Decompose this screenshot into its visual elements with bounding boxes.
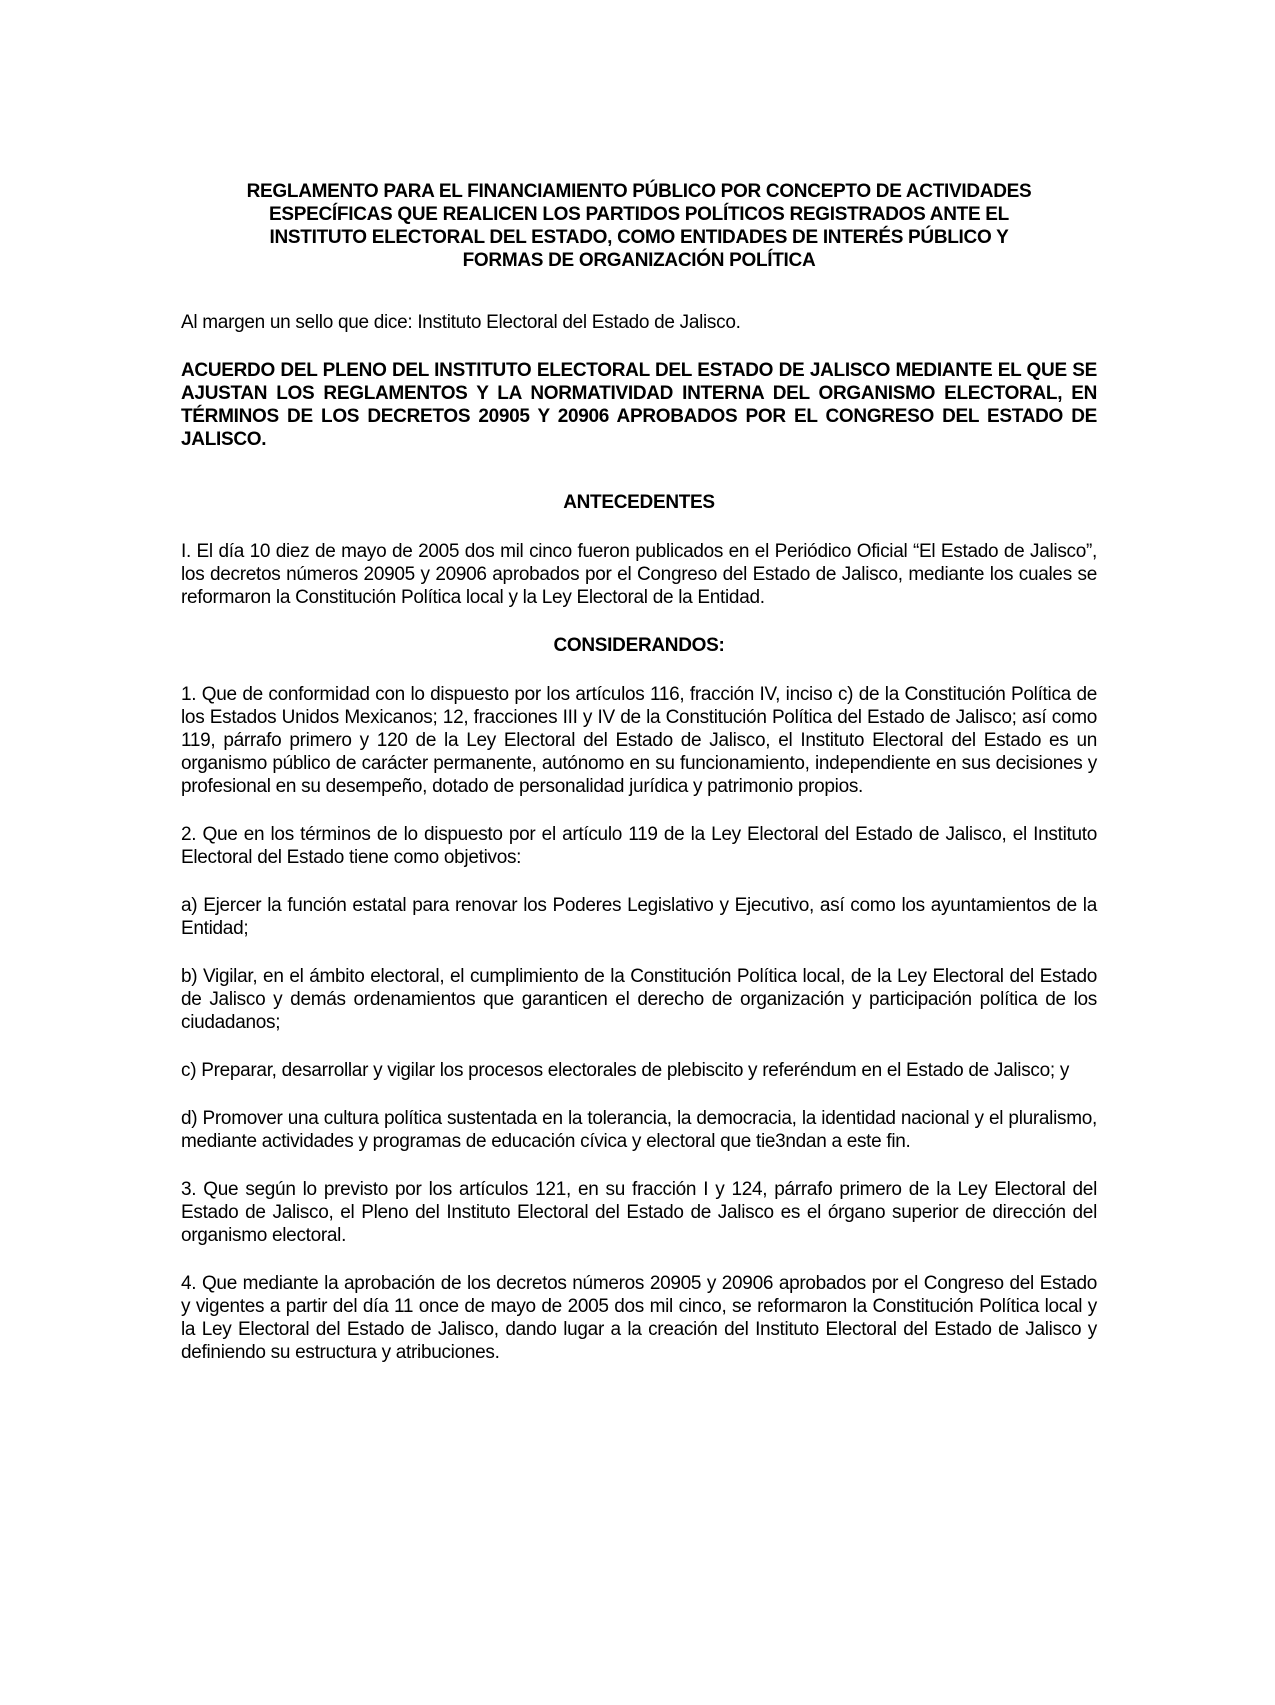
antecedentes-heading: ANTECEDENTES	[563, 492, 715, 513]
objetivo-d: d) Promover una cultura política sustentada en la tolerancia, la democracia, la identidad nacional y el pluralismo, mediante actividades y programas de educación cívica y electoral que tie3ndan a este fin.	[181, 1108, 1097, 1152]
document-title	[181, 180, 1097, 272]
objetivo-c: c) Preparar, desarrollar y vigilar los procesos electorales de plebiscito y referéndum en el Estado de Jalisco; y	[181, 1060, 1070, 1081]
considerando-paragraph-1: 1. Que de conformidad con lo dispuesto por los artículos 116, fracción IV, inciso c) de la Constitución Política de los Estados Unidos Mexicanos; 12, fracciones III y IV de la Constitución Política del Estado de Jalisco; así como 119, párrafo primero y 120 de la Ley Electoral del Estado de Jalisco, el Instituto Electoral del Estado es un organismo público de carácter permanente, autónomo en su funcionamiento, independiente en sus decisiones y profesional en su desempeño, dotado de personalidad jurídica y patrimonio propios.	[181, 684, 1097, 797]
seal-note: Al margen un sello que dice: Instituto Electoral del Estado de Jalisco.	[181, 312, 741, 333]
objetivo-a: a) Ejercer la función estatal para renovar los Poderes Legislativo y Ejecutivo, así como los ayuntamientos de la Entidad;	[181, 895, 1097, 939]
title-line: FORMAS DE ORGANIZACIÓN POLÍTICA	[462, 250, 816, 271]
antecedente-paragraph: I. El día 10 diez de mayo de 2005 dos mil cinco fueron publicados en el Periódico Oficial “El Estado de Jalisco”, los decretos números 20905 y 20906 aprobados por el Congreso del Estado de Jalisco, mediante los cuales se reformaron la Constitución Política local y la Ley Electoral de la Entidad.	[181, 541, 1097, 608]
title-line: INSTITUTO ELECTORAL DEL ESTADO, COMO ENTIDADES DE INTERÉS PÚBLICO Y	[269, 227, 1009, 248]
considerandos-heading: CONSIDERANDOS:	[553, 635, 725, 656]
document-page	[181, 180, 1097, 1389]
title-line: REGLAMENTO PARA EL FINANCIAMIENTO PÚBLICO POR CONCEPTO DE ACTIVIDADES	[246, 181, 1032, 202]
considerando-paragraph-2: 2. Que en los términos de lo dispuesto por el artículo 119 de la Ley Electoral del Estado de Jalisco, el Instituto Electoral del Estado tiene como objetivos:	[181, 824, 1097, 868]
considerando-paragraph-3: 3. Que según lo previsto por los artículos 121, en su fracción I y 124, párrafo primero de la Ley Electoral del Estado de Jalisco, el Pleno del Instituto Electoral del Estado de Jalisco es el órgano superior de dirección del organismo electoral.	[181, 1179, 1097, 1246]
objetivo-b: b) Vigilar, en el ámbito electoral, el cumplimiento de la Constitución Política local, de la Ley Electoral del Estado de Jalisco y demás ordenamientos que garanticen el derecho de organización y participación política de los ciudadanos;	[181, 966, 1097, 1033]
acuerdo-statement: ACUERDO DEL PLENO DEL INSTITUTO ELECTORAL DEL ESTADO DE JALISCO MEDIANTE EL QUE SE AJUSTAN LOS REGLAMENTOS Y LA NORMATIVIDAD INTERNA DEL ORGANISMO ELECTORAL, EN TÉRMINOS DE LOS DECRETOS 20905 Y 20906 APROBADOS POR EL CONGRESO DEL ESTADO DE JALISCO.	[181, 360, 1097, 450]
title-line: ESPECÍFICAS QUE REALICEN LOS PARTIDOS POLÍTICOS REGISTRADOS ANTE EL	[269, 204, 1009, 225]
considerando-paragraph-4: 4. Que mediante la aprobación de los decretos números 20905 y 20906 aprobados por el Congreso del Estado y vigentes a partir del día 11 once de mayo de 2005 dos mil cinco, se reformaron la Constitución Política local y la Ley Electoral del Estado de Jalisco, dando lugar a la creación del Instituto Electoral del Estado de Jalisco y definiendo su estructura y atribuciones.	[181, 1273, 1097, 1363]
